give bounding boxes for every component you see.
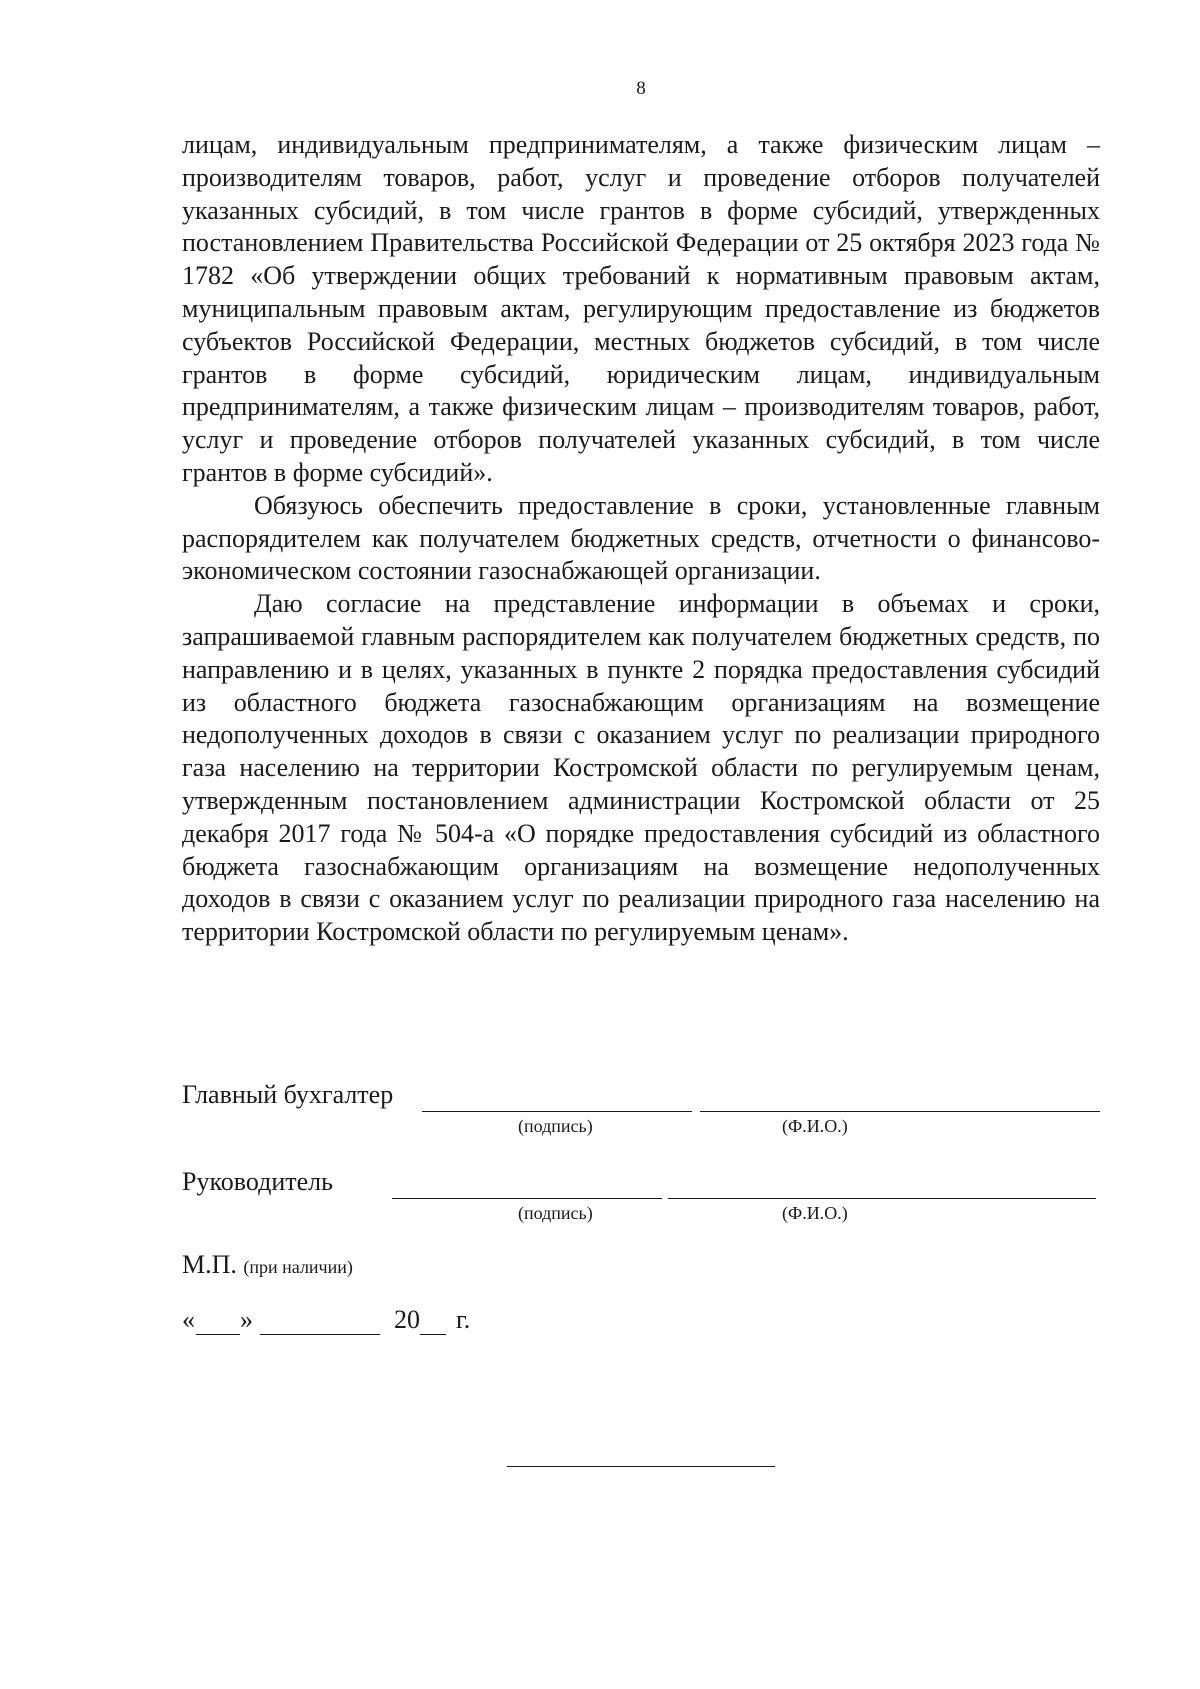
head-name-line bbox=[668, 1198, 1096, 1199]
paragraph-consent: Даю согласие на представление информации в объемах и сроки, запрашиваемой главным распорядителем как получателем бюджетных средств, по направлению и в целях, указанных в пункте 2 порядка предоставления субсидий из областного бюджета газоснабжающим организациям на возмещение недополученных доходов в связи с оказанием услуг по реализации природного газа населению на территории Костромской области по регулируемым ценам, утвержденным постановлением администрации Костромской области от 25 декабря 2017 года № 504-а «О порядке предоставления субсидий из областного бюджета газоснабжающим организациям на возмещение недополученных доходов в связи с оказанием услуг по реализации природного газа населению на территории Костромской области по регулируемым ценам». bbox=[182, 589, 1100, 947]
stamp-label: М.П. bbox=[182, 1250, 237, 1279]
page-number: 8 bbox=[636, 78, 646, 99]
document-body bbox=[182, 129, 1100, 949]
chief-accountant-label: Главный бухгалтер bbox=[182, 1080, 394, 1109]
paragraph-continuation: лицам, индивидуальным предпринимателям, а также физическим лицам – производителям товаров, работ, услуг и проведение отборов получателей указанных субсидий, в том числе грантов в форме субсидий, утвержденных постановлением Правительства Российской Федерации от 25 октября 2023 года № 1782 «Об утверждении общих требований к нормативным правовым актам, муниципальным правовым актам, регулирующим предоставление из бюджетов субъектов Российской Федерации, местных бюджетов субсидий, в том числе грантов в форме субсидий, юридическим лицам, индивидуальным предпринимателям, а также физическим лицам – производителям товаров, работ, услуг и проведение отборов получателей указанных субсидий, в том числе грантов в форме субсидий». bbox=[182, 130, 1100, 487]
chief-accountant-name-caption: (Ф.И.О.) bbox=[782, 1116, 848, 1136]
date-year-suffix: г. bbox=[456, 1305, 471, 1334]
paragraph-reporting-obligation: Обязуюсь обеспечить предоставление в сроки, установленные главным распорядителем как получателем бюджетных средств, отчетности о финансово-экономическом состоянии газоснабжающей организации. bbox=[182, 490, 1100, 586]
chief-accountant-signature-caption: (подпись) bbox=[518, 1116, 593, 1136]
chief-accountant-signature-block bbox=[182, 1080, 1102, 1150]
stamp-note: (при наличии) bbox=[243, 1257, 353, 1277]
date-field bbox=[182, 1305, 582, 1341]
date-year-line bbox=[420, 1334, 446, 1335]
date-year-prefix: 20 bbox=[394, 1305, 420, 1334]
end-of-document-rule bbox=[507, 1466, 775, 1467]
date-month-line bbox=[260, 1334, 380, 1335]
head-signature-line bbox=[392, 1198, 662, 1199]
head-signature-block bbox=[182, 1167, 1102, 1237]
head-label: Руководитель bbox=[182, 1167, 333, 1196]
date-day-line bbox=[196, 1334, 240, 1335]
stamp-placeholder bbox=[182, 1250, 353, 1280]
head-name-caption: (Ф.И.О.) bbox=[782, 1203, 848, 1223]
date-open-quote: « bbox=[182, 1305, 195, 1334]
chief-accountant-name-line bbox=[700, 1111, 1100, 1112]
date-close-quote: » bbox=[240, 1305, 253, 1334]
chief-accountant-signature-line bbox=[422, 1111, 692, 1112]
head-signature-caption: (подпись) bbox=[518, 1203, 593, 1223]
